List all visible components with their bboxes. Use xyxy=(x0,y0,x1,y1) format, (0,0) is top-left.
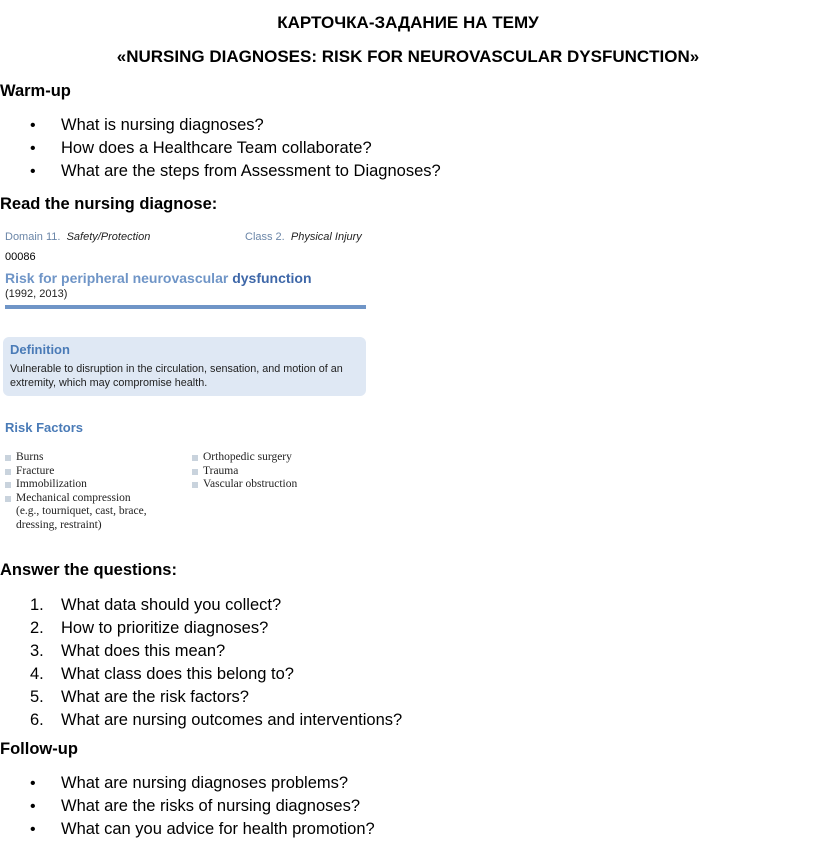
bullet-square-icon xyxy=(192,469,198,475)
page-title: КАРТОЧКА-ЗАДАНИЕ НА ТЕМУ xyxy=(277,13,539,32)
diagnosis-title-part1: Risk for peripheral neurovascular xyxy=(5,270,229,286)
domain-value: Safety/Protection xyxy=(66,231,151,243)
diagnosis-code: 00086 xyxy=(5,251,36,263)
question-number: 6. xyxy=(30,711,44,729)
question-text: What class does this belong to? xyxy=(61,665,294,683)
question-text: What are nursing outcomes and interventions? xyxy=(61,711,403,729)
warmup-list xyxy=(0,114,441,183)
domain-label: Domain 11. xyxy=(5,231,61,243)
divider xyxy=(5,305,366,309)
followup-list xyxy=(0,772,375,841)
risk-factors-left xyxy=(5,451,147,532)
list-item: • What is nursing diagnoses? xyxy=(0,114,441,137)
question-text: What does this mean? xyxy=(61,642,226,660)
risk-factor-label: Fracture xyxy=(16,464,55,477)
bullet-square-icon xyxy=(192,455,198,461)
question-text: What are the risk factors? xyxy=(61,688,249,706)
list-item: • How does a Healthcare Team collaborate? xyxy=(0,137,441,160)
question-number: 4. xyxy=(30,665,44,683)
bullet-square-icon xyxy=(5,455,11,461)
answer-heading: Answer the questions: xyxy=(0,561,177,579)
risk-factor-label: Trauma xyxy=(203,464,239,477)
list-item: • What are nursing diagnoses problems? xyxy=(0,772,375,795)
risk-factor-continuation: dressing, restraint) xyxy=(16,518,102,531)
diagnosis-years: (1992, 2013) xyxy=(5,288,68,300)
page-subtitle: «NURSING DIAGNOSES: RISK FOR NEUROVASCULAR DYSFUNCTION» xyxy=(116,47,700,66)
definition-heading: Definition xyxy=(10,342,70,357)
question-text: How to prioritize diagnoses? xyxy=(61,619,269,637)
question-number: 3. xyxy=(30,642,44,660)
risk-factor-continuation: (e.g., tourniquet, cast, brace, xyxy=(16,505,147,517)
risk-factors-heading: Risk Factors xyxy=(5,420,84,435)
list-item xyxy=(0,686,402,709)
risk-factor-label: Burns xyxy=(16,451,44,463)
risk-factor-label: Immobilization xyxy=(16,478,87,490)
class-label: Class 2. xyxy=(245,231,285,243)
list-item: • What can you advice for health promotion? xyxy=(0,818,375,841)
diagnosis-title-part2: dysfunction xyxy=(232,270,312,286)
list-item xyxy=(0,709,402,732)
list-item xyxy=(192,465,297,479)
bullet-square-icon xyxy=(5,469,11,475)
list-item xyxy=(5,478,147,492)
definition-text: Vulnerable to disruption in the circulation, sensation, and motion of an extremity, which may compromise health. xyxy=(10,363,343,389)
list-item xyxy=(192,451,297,465)
list-item xyxy=(0,594,402,617)
list-item xyxy=(0,617,402,640)
question-number: 2. xyxy=(30,619,44,637)
question-text: What data should you collect? xyxy=(61,596,282,614)
domain-meta xyxy=(5,231,150,243)
list-item xyxy=(5,492,147,506)
read-heading: Read the nursing diagnose: xyxy=(0,195,218,213)
list-item: • What are the risks of nursing diagnoses? xyxy=(0,795,375,818)
list-item xyxy=(0,663,402,686)
question-list xyxy=(0,594,402,732)
class-value: Physical Injury xyxy=(290,231,362,243)
risk-factor-label: Vascular obstruction xyxy=(203,478,298,490)
diagnosis-title xyxy=(5,270,312,286)
bullet-square-icon xyxy=(5,482,11,488)
question-number: 1. xyxy=(30,596,44,614)
bullet-square-icon xyxy=(5,496,11,502)
bullet-square-icon xyxy=(192,482,198,488)
warmup-heading: Warm-up xyxy=(0,82,71,100)
list-item xyxy=(192,478,297,492)
class-meta xyxy=(245,231,362,243)
risk-factors-right xyxy=(192,451,297,492)
list-item xyxy=(5,451,147,465)
risk-factor-label: Orthopedic surgery xyxy=(203,451,292,463)
question-number: 5. xyxy=(30,688,44,706)
risk-factor-label: Mechanical compression xyxy=(16,491,131,504)
followup-heading: Follow-up xyxy=(0,740,78,758)
list-item: • What are the steps from Assessment to Diagnoses? xyxy=(0,160,441,183)
list-item xyxy=(5,465,147,479)
list-item xyxy=(0,640,402,663)
